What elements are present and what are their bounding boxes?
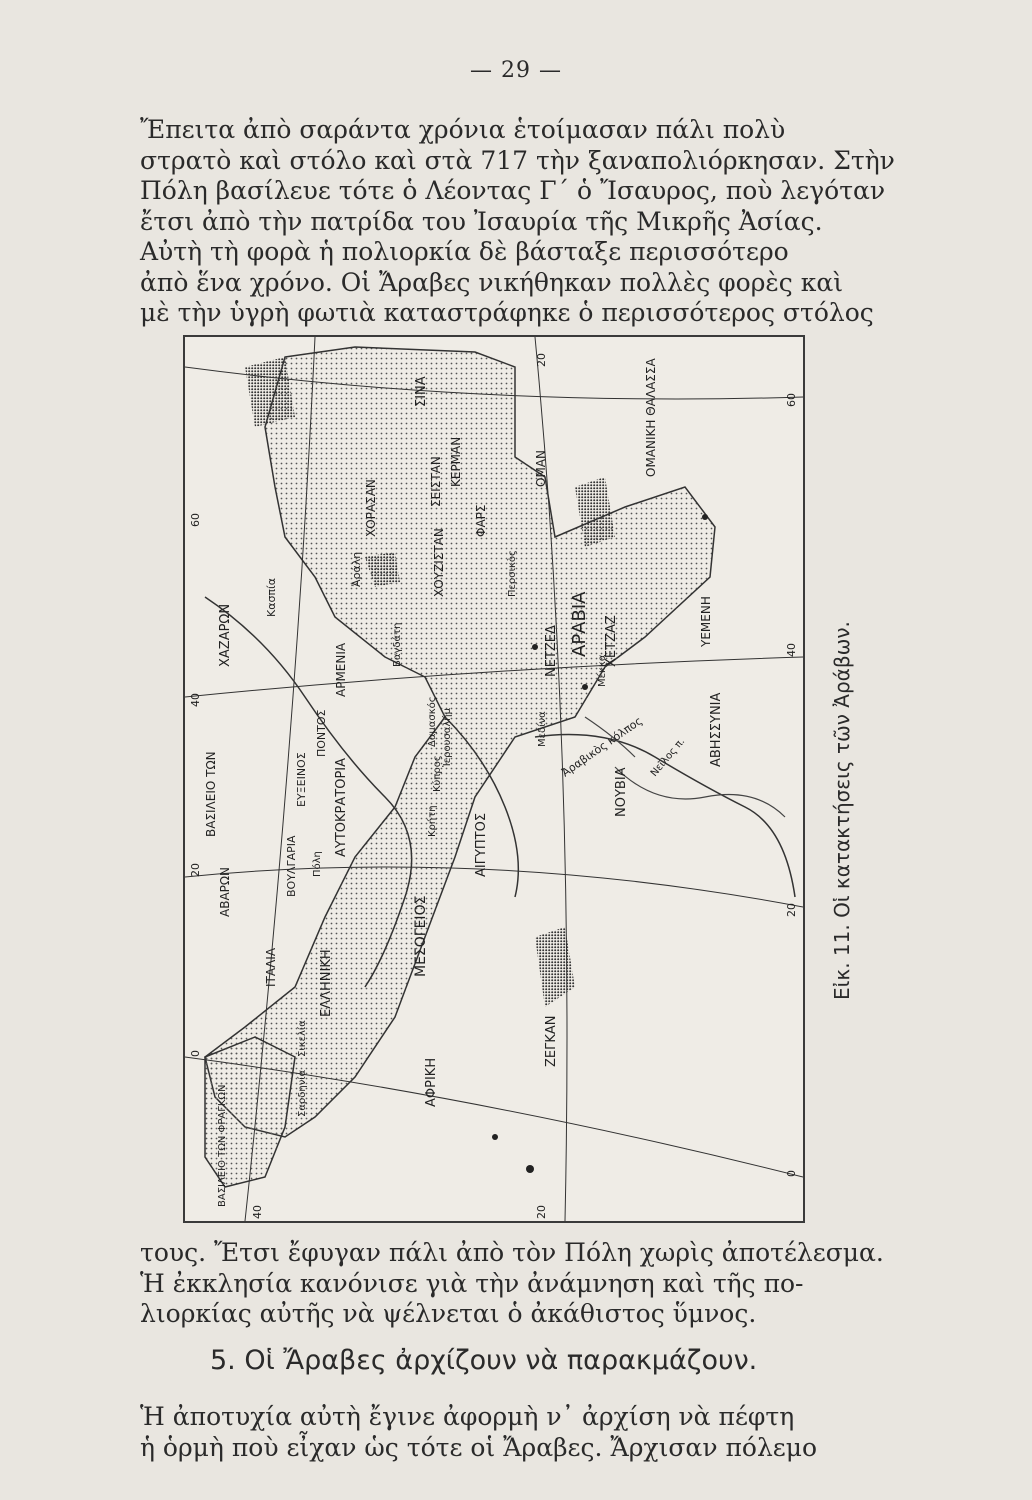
grid-label: 20: [535, 1205, 548, 1219]
map-label: ΧΟΡΑΣΑΝ: [364, 479, 378, 537]
text-line: ἀπὸ ἕνα χρόνο. Οἱ Ἄραβες νικήθηκαν πολλὲς φορὲς καὶ: [140, 267, 844, 297]
text-line: λιορκίας αὐτῆς νὰ ψέλνεται ὁ ἀκάθιστος ὕμνος.: [140, 1299, 757, 1328]
map-label: Κασπία: [265, 577, 278, 617]
map-label: ΧΟΥΖΙΣΤΑΝ: [432, 528, 446, 597]
map-label: ΟΜΑΝΙΚΗ ΘΑΛΑΣΣΑ: [644, 358, 658, 477]
text-line: τους. Ἔτσι ἔφυγαν πάλι ἀπὸ τὸν Πόλη χωρὶς ἀποτέλεσμα.: [140, 1238, 884, 1267]
text-line: στρατὸ καὶ στόλο καὶ στὰ 717 τὴν ξαναπολιόρκησαν. Στὴν: [140, 145, 895, 175]
desert-patch: [535, 927, 575, 1007]
map-label: Μέκκα: [597, 654, 608, 687]
city-dot: [492, 1134, 498, 1140]
city-dot: [532, 644, 538, 650]
map-label: Βαγδάτη: [392, 622, 403, 667]
map-label: ΙΤΑΛΙΑ: [264, 947, 278, 987]
map-label: Πόλη: [312, 851, 323, 877]
map-label: ΒΟΥΛΓΑΡΙΑ: [285, 835, 298, 897]
map-label: ΑΒΗΣΣΥΝΙΑ: [709, 692, 724, 767]
map-label: Νεῖλος π.: [648, 736, 688, 779]
map-label: Περσικὸς: [507, 550, 518, 597]
grid-label: 0: [785, 1170, 798, 1177]
city-dot: [526, 1165, 534, 1173]
grid-label: 20: [535, 353, 548, 367]
map-label: ΖΕΓΚΑΝ: [544, 1015, 559, 1067]
city-dot: [702, 514, 708, 520]
grid-label: 40: [189, 693, 202, 707]
grid-label: 20: [189, 863, 202, 877]
text-line: ἡ ὁρμὴ ποὺ εἶχαν ὡς τότε οἱ Ἄραβες. Ἄρχισαν πόλεμο: [140, 1432, 818, 1462]
map-label: ΑΡΜΕΝΙΑ: [334, 642, 348, 697]
map-label: ΕΥΞΕΙΝΟΣ: [295, 752, 308, 807]
map-label: ΣΙΝΑ: [414, 376, 429, 407]
text-line: Πόλη βασίλευε τότε ὁ Λέοντας Γ΄ ὁ Ἴσαυρος, ποὺ λεγόταν: [140, 176, 886, 205]
city-dot: [582, 684, 588, 690]
river: [615, 767, 785, 817]
map-label: ΠΟΝΤΟΣ: [315, 709, 328, 757]
map-label: Ἱερουσαλήμ: [442, 708, 453, 767]
map-label: ΟΜΑΝ: [534, 450, 548, 487]
grid-label: 40: [251, 1205, 264, 1219]
map-label: ΥΕΜΕΝΗ: [699, 596, 713, 647]
map-label: ΑΒΑΡΩΝ: [218, 866, 232, 917]
text-line: Ἡ ἐκκλησία κανόνισε γιὰ τὴν ἀνάμνηση καὶ τῆς πο-: [140, 1268, 804, 1298]
map-figure: [183, 335, 805, 1223]
map-label: ΧΑΖΑΡΩΝ: [218, 603, 233, 667]
map-label: ΒΑΣΙΛΕΙΟ ΤΩΝ: [204, 751, 218, 837]
grid-label: 60: [189, 513, 202, 527]
grid-label: 40: [785, 643, 798, 657]
map-label: Μεδίνα: [537, 711, 548, 747]
body-paragraph-3: [140, 1402, 880, 1463]
body-paragraph-2: [140, 1238, 884, 1330]
map-label: ΑΥΤΟΚΡΑΤΟΡΙΑ: [334, 757, 349, 857]
map-label: Ἀραβικὸς κόλπος: [559, 714, 645, 780]
map-label: Δαμασκός: [427, 696, 438, 747]
map-label: ΧΕΤΖΑΖ: [604, 615, 619, 667]
text-line: μὲ τὴν ὑγρὴ φωτιὰ καταστράφηκε ὁ περισσότερος στόλος: [140, 298, 874, 327]
map-label: Κύπρος: [432, 755, 443, 792]
text-line: Ἔπειτα ἀπὸ σαράντα χρόνια ἑτοίμασαν πάλι πολὺ: [140, 115, 786, 144]
section-heading: 5. Οἱ Ἄραβες ἀρχίζουν νὰ παρακμάζουν.: [210, 1345, 758, 1376]
grid-label: 60: [785, 393, 798, 407]
map-label: ΝΟΥΒΙΑ: [614, 767, 629, 817]
map-label: ΜΕΣΟΓΕΙΟΣ: [413, 895, 429, 977]
map-label: ΣΕΙΣΤΑΝ: [429, 456, 443, 507]
map-label: ΒΑΣΙΛΕΙΟ ΤΩΝ ΦΡΑΓΚΩΝ: [217, 1084, 228, 1207]
map-label: ΚΕΡΜΑΝ: [449, 436, 463, 487]
body-paragraph-1: [140, 115, 895, 329]
map-label: Κρήτη: [427, 805, 438, 837]
grid-label: 20: [785, 903, 798, 917]
map-label: ΑΡΑΒΙΑ: [569, 591, 590, 657]
map-label: Σαρδηνία: [297, 1069, 308, 1117]
map-illustration: [185, 337, 803, 1221]
grid-label: 0: [189, 1050, 202, 1057]
map-label: Σικελία: [297, 1020, 308, 1057]
map-label: ΑΙΓΥΠΤΟΣ: [474, 812, 489, 877]
map-label: ΦΑΡΣ: [474, 504, 488, 537]
map-label: ΕΛΛΗΝΙΚΗ: [319, 949, 334, 1017]
text-line: Αὐτὴ τὴ φορὰ ἡ πολιορκία δὲ βάσταξε περισσότερο: [140, 237, 789, 266]
figure-caption: Εἰκ. 11. Οἱ κατακτήσεις τῶν Ἀράβων.: [830, 621, 854, 1000]
text-line: ἔτσι ἀπὸ τὴν πατρίδα του Ἰσαυρία τῆς Μικρῆς Ἀσίας.: [140, 206, 823, 236]
text-line: Ἡ ἀποτυχία αὐτὴ ἔγινε ἀφορμὴ ν᾽ ἀρχίση νὰ πέφτη: [140, 1402, 795, 1431]
map-label: Ἀράλη: [350, 551, 363, 587]
map-label: ΑΦΡΙΚΗ: [424, 1057, 439, 1107]
map-label: ΝΕΤΖΕΔ: [544, 625, 559, 677]
page-number: — 29 —: [470, 58, 562, 83]
